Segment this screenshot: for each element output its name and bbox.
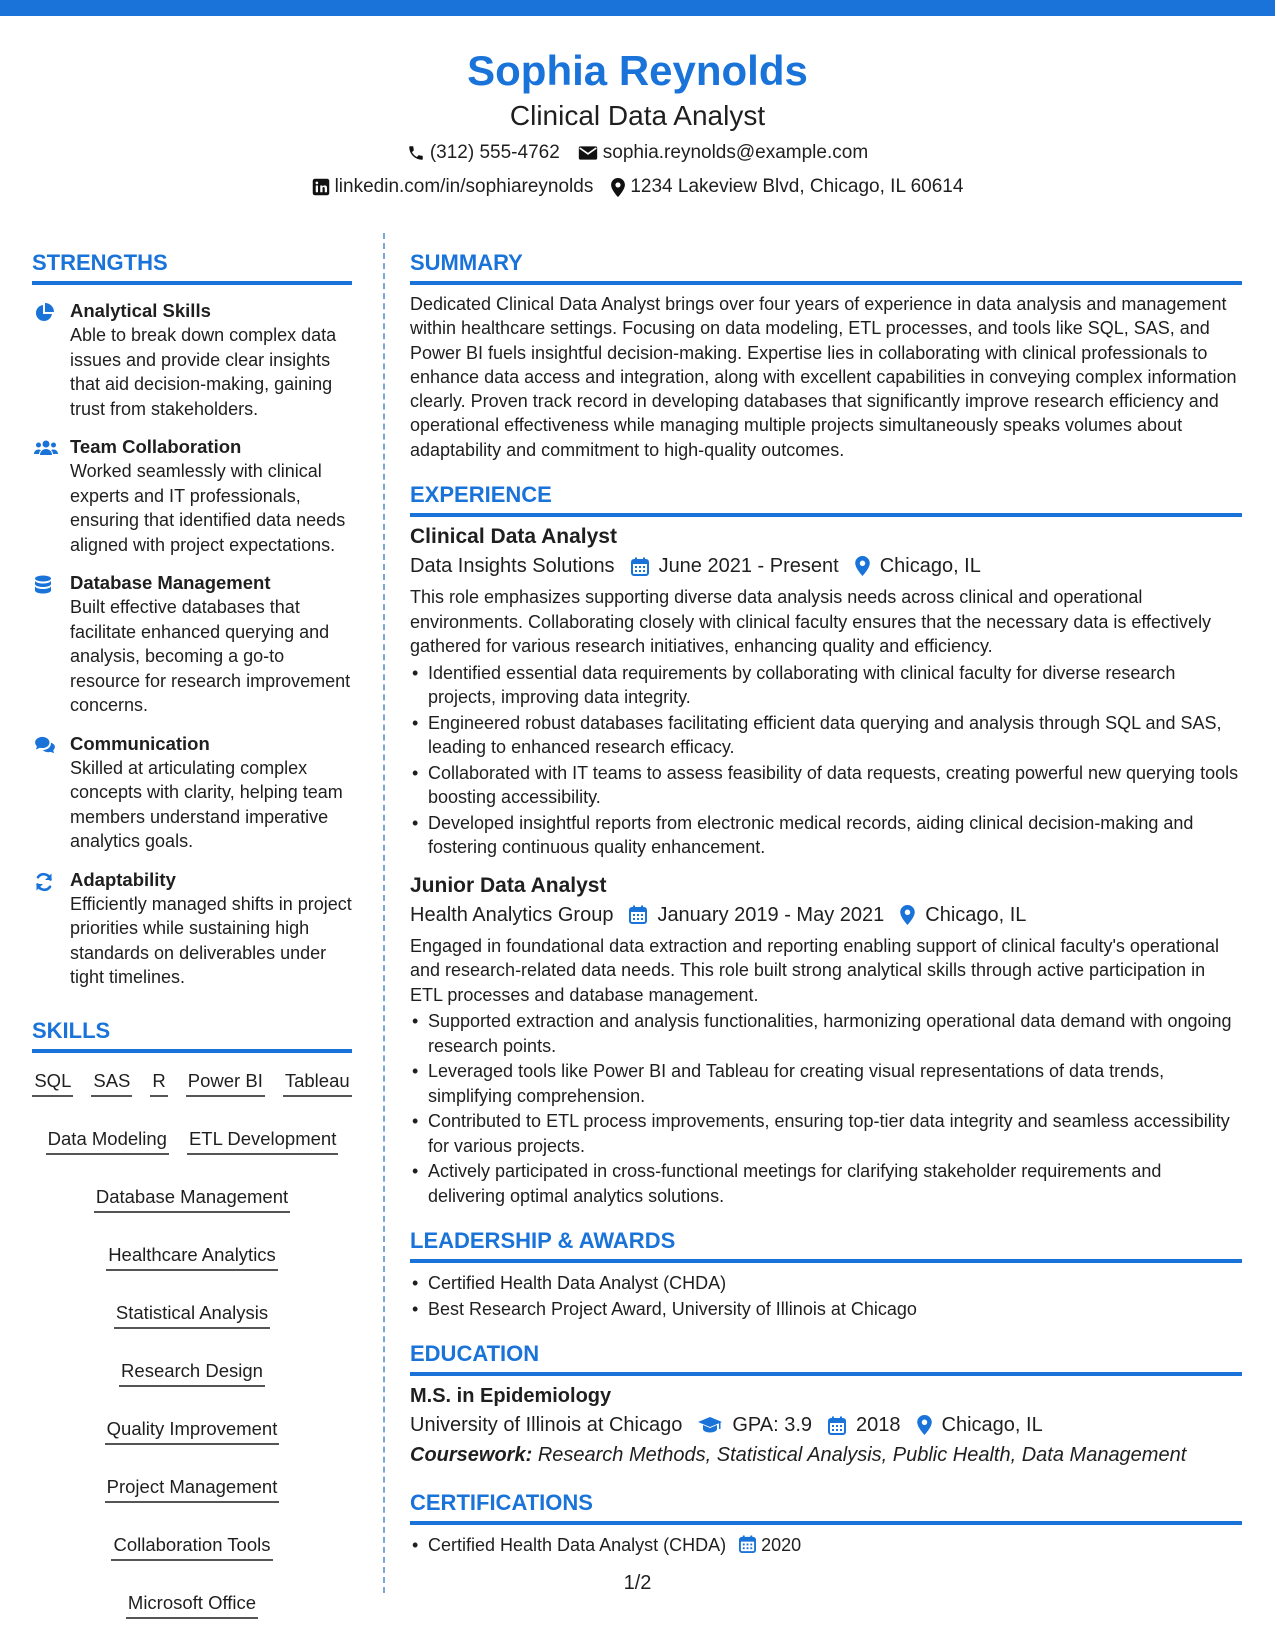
graduation-year: 2018 bbox=[856, 1414, 901, 1437]
job-bullet: • Identified essential data requirements by collaborating with clinical faculty for diverse research projects, improving data integrity. bbox=[410, 661, 1242, 710]
contact-row-2 bbox=[0, 172, 1275, 202]
certifications-heading: CERTIFICATIONS bbox=[410, 1488, 1242, 1525]
coursework-text: Research Methods, Statistical Analysis, Public Health, Data Management bbox=[537, 1444, 1187, 1467]
calendar-icon bbox=[828, 1416, 846, 1435]
strength-title: Analytical Skills bbox=[70, 300, 211, 321]
address-contact bbox=[611, 172, 963, 202]
job-bullet: • Actively participated in cross-functional meetings for clarifying stakeholder requirements and delivering optimal analytics solutions. bbox=[410, 1159, 1242, 1208]
phone-contact bbox=[407, 138, 560, 168]
strength-item bbox=[32, 435, 352, 557]
job-entry bbox=[410, 523, 1242, 860]
strength-desc: Skilled at articulating complex concepts with clarity, helping team members understand imperative analytics goals. bbox=[70, 757, 343, 851]
summary-text: Dedicated Clinical Data Analyst brings over four years of experience in data analysis and management within healthcare settings. Focusing on data modeling, ETL processes, and tools like SQL, SAS, and Power BI fuels insightful decision-making. Expertise lies in collaborating with clinical professionals to enhance data access and integration, along with excellent capabilities in conveying complex information clearly. Proven track record in developing databases that significantly improve research efficiency and operational effectiveness while managing multiple projects simultaneously speaks volumes about adaptability and commitment to high-quality outcomes. bbox=[410, 294, 1237, 460]
strength-item bbox=[32, 299, 352, 421]
summary-heading: SUMMARY bbox=[410, 248, 1242, 285]
job-location: Chicago, IL bbox=[925, 903, 1027, 926]
skill-tag: SQL bbox=[32, 1067, 73, 1097]
job-title: Junior Data Analyst bbox=[410, 873, 607, 897]
skill-tag: Data Modeling bbox=[46, 1125, 169, 1155]
top-accent-bar bbox=[0, 0, 1275, 16]
job-bullet: • Engineered robust databases facilitating efficient data querying and analysis through SQL and SAS, leading to enhanced research efficacy. bbox=[410, 711, 1242, 760]
pie-chart-icon bbox=[34, 303, 54, 323]
strength-desc: Built effective databases that facilitate enhanced querying and analysis, becoming a go-to resource for research improvement concerns. bbox=[70, 597, 351, 715]
leadership-heading: LEADERSHIP & AWARDS bbox=[410, 1226, 1242, 1263]
gpa: GPA: 3.9 bbox=[732, 1414, 813, 1437]
email-contact[interactable] bbox=[578, 138, 868, 168]
candidate-name: Sophia Reynolds bbox=[467, 47, 808, 94]
calendar-icon bbox=[739, 1535, 756, 1553]
resume-header bbox=[0, 44, 1275, 202]
linkedin-contact[interactable] bbox=[312, 172, 594, 202]
leadership-item: • Certified Health Data Analyst (CHDA) bbox=[410, 1271, 1242, 1296]
job-bullet: • Developed insightful reports from electronic medical records, aiding clinical decision-making and fostering continuous quality enhancement. bbox=[410, 811, 1242, 860]
comments-icon bbox=[34, 736, 56, 754]
job-meta bbox=[410, 900, 1242, 930]
skill-tag: Research Design bbox=[119, 1357, 265, 1387]
skills-heading: SKILLS bbox=[32, 1016, 352, 1053]
address-text: 1234 Lakeview Blvd, Chicago, IL 60614 bbox=[630, 176, 964, 197]
strength-desc: Able to break down complex data issues and provide clear insights that aid decision-making, gaining trust from stakeholders. bbox=[70, 325, 337, 419]
job-bullet: • Collaborated with IT teams to assess feasibility of data requests, creating powerful new querying tools boosting accessibility. bbox=[410, 761, 1242, 810]
strength-item bbox=[32, 732, 352, 854]
map-pin-icon bbox=[917, 1415, 932, 1435]
skill-tag: Tableau bbox=[283, 1067, 352, 1097]
degree: M.S. in Epidemiology bbox=[410, 1385, 612, 1408]
skill-tag: Database Management bbox=[94, 1183, 290, 1213]
strength-item bbox=[32, 868, 352, 990]
job-description: This role emphasizes supporting diverse data analysis needs across clinical and operational environments. Collaborating closely with clinical faculty ensures that the necessary data is effectively gathered for various research initiatives, enhancing quality and efficiency. bbox=[410, 587, 1212, 657]
skill-tag: Microsoft Office bbox=[126, 1589, 258, 1619]
page-number: 1/2 bbox=[623, 1572, 652, 1594]
users-icon bbox=[34, 439, 58, 457]
phone-icon bbox=[407, 144, 425, 162]
database-icon bbox=[34, 575, 52, 595]
strength-desc: Efficiently managed shifts in project priorities while sustaining high standards on deliverables under tight timelines. bbox=[70, 893, 352, 987]
leadership-list bbox=[410, 1271, 1242, 1321]
education-entry bbox=[410, 1382, 1242, 1470]
candidate-title: Clinical Data Analyst bbox=[509, 100, 766, 131]
calendar-icon bbox=[631, 557, 649, 576]
certification-name: Certified Health Data Analyst (CHDA) bbox=[428, 1535, 727, 1556]
education-location: Chicago, IL bbox=[941, 1414, 1043, 1437]
strength-title: Communication bbox=[70, 732, 210, 754]
right-column bbox=[410, 248, 1242, 1559]
skill-tag: Healthcare Analytics bbox=[106, 1241, 278, 1271]
skill-tag: Project Management bbox=[105, 1473, 280, 1503]
skill-tag: R bbox=[150, 1067, 167, 1097]
strengths-heading: STRENGTHS bbox=[32, 248, 352, 285]
job-title: Clinical Data Analyst bbox=[410, 525, 617, 549]
sync-icon bbox=[34, 872, 54, 892]
job-meta bbox=[410, 551, 1242, 581]
contact-row-1 bbox=[0, 138, 1275, 168]
map-pin-icon bbox=[900, 905, 915, 925]
certification-year: 2020 bbox=[761, 1535, 802, 1556]
linkedin-text[interactable]: linkedin.com/in/sophiareynolds bbox=[334, 176, 594, 197]
map-pin-icon bbox=[855, 556, 870, 576]
strength-title: Team Collaboration bbox=[70, 436, 242, 457]
email-text[interactable]: sophia.reynolds@example.com bbox=[602, 142, 869, 163]
skill-tag: Collaboration Tools bbox=[111, 1531, 272, 1561]
job-location: Chicago, IL bbox=[879, 555, 981, 578]
education-heading: EDUCATION bbox=[410, 1339, 1242, 1376]
job-company: Data Insights Solutions bbox=[410, 555, 615, 578]
linkedin-icon bbox=[312, 178, 330, 196]
skill-tag: ETL Development bbox=[187, 1125, 338, 1155]
coursework-label: Coursework: bbox=[410, 1444, 533, 1467]
job-entry bbox=[410, 872, 1242, 1209]
skill-tag: Quality Improvement bbox=[105, 1415, 280, 1445]
graduation-cap-icon bbox=[698, 1416, 722, 1434]
education-meta bbox=[410, 1410, 1242, 1440]
strength-desc: Worked seamlessly with clinical experts and IT professionals, ensuring that identified data needs aligned with project expectations. bbox=[70, 461, 346, 555]
calendar-icon bbox=[629, 905, 647, 924]
job-bullets bbox=[410, 1009, 1242, 1208]
skill-tag: SAS bbox=[91, 1067, 132, 1097]
strength-title: Database Management bbox=[70, 572, 271, 593]
column-divider bbox=[383, 233, 385, 1593]
skill-tag: Power BI bbox=[186, 1067, 265, 1097]
job-bullet: • Contributed to ETL process improvements, ensuring top-tier data integrity and seamless accessibility for various projects. bbox=[410, 1109, 1242, 1158]
job-bullet: • Leveraged tools like Power BI and Tableau for creating visual representations of data trends, simplifying comprehension. bbox=[410, 1059, 1242, 1108]
strength-item bbox=[32, 571, 352, 718]
skill-tag: Statistical Analysis bbox=[114, 1299, 270, 1329]
left-column bbox=[32, 248, 352, 1619]
certification-item bbox=[410, 1533, 1242, 1558]
skills-list bbox=[32, 1053, 352, 1619]
strength-title: Adaptability bbox=[70, 868, 176, 890]
phone-text: (312) 555-4762 bbox=[429, 142, 560, 163]
map-pin-icon bbox=[611, 178, 625, 197]
envelope-icon bbox=[578, 145, 598, 161]
job-bullet: • Supported extraction and analysis functionalities, harmonizing operational data demand with ongoing research points. bbox=[410, 1009, 1242, 1058]
experience-heading: EXPERIENCE bbox=[410, 480, 1242, 517]
job-bullets bbox=[410, 661, 1242, 860]
job-company: Health Analytics Group bbox=[410, 903, 614, 926]
coursework bbox=[410, 1440, 1242, 1470]
job-description: Engaged in foundational data extraction and reporting enabling support of clinical faculty's operational and research-related data needs. This role built strong analytical skills through active participation in ETL processes and database management. bbox=[410, 935, 1219, 1005]
job-dates: June 2021 - Present bbox=[658, 555, 839, 578]
certifications-list bbox=[410, 1533, 1242, 1558]
school: University of Illinois at Chicago bbox=[410, 1414, 683, 1437]
job-dates: January 2019 - May 2021 bbox=[657, 903, 885, 926]
leadership-item: • Best Research Project Award, University of Illinois at Chicago bbox=[410, 1297, 1242, 1322]
